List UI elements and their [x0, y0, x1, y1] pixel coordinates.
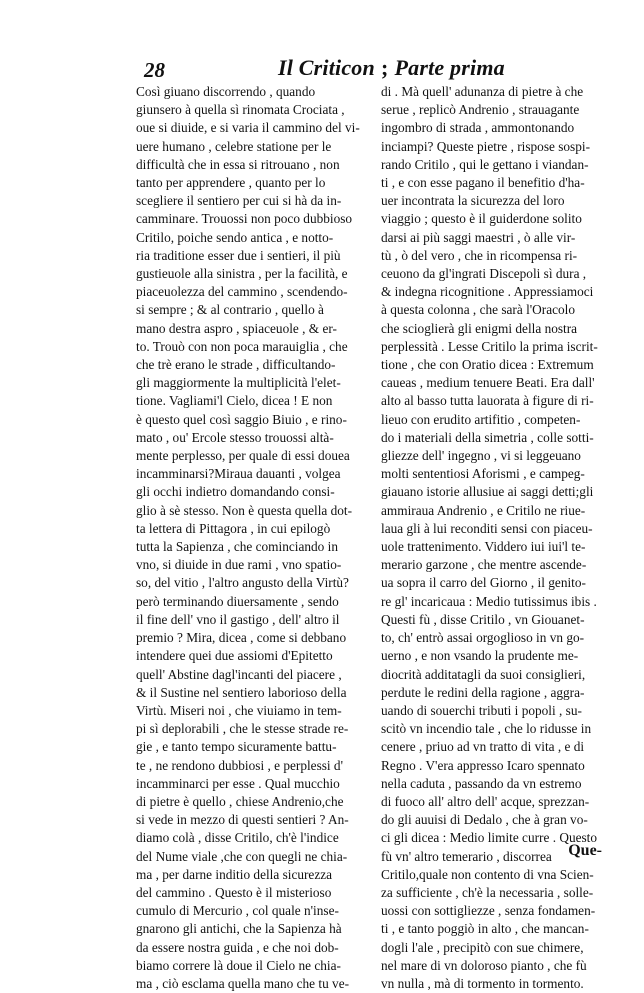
- text-line: gie , e tanto tempo sicuramente battu-: [136, 739, 337, 755]
- catchword: Que-: [568, 842, 602, 859]
- text-line: za sufficiente , ch'è la necessaria , solle-: [381, 884, 594, 900]
- text-line: incamminarci per esse . Qual mucchio: [136, 775, 340, 791]
- text-line: ti , e tanto poggiò in alto , che mancan-: [381, 921, 589, 937]
- text-line: del Nume viale ,che con quegli ne chia-: [136, 848, 348, 864]
- text-line: nella caduta , passando da vn estremo: [381, 775, 582, 791]
- text-line: Regno . V'era appresso Icaro spennato: [381, 757, 585, 773]
- text-line: gli occhi indietro domandando consi-: [136, 484, 335, 500]
- text-line: da essere nostra guida , e che noi dob-: [136, 939, 339, 955]
- text-line: to. Trouò con non poca marauiglia , che: [136, 338, 348, 354]
- text-line: uer incontrata la sicurezza del loro: [381, 193, 565, 209]
- text-line: mato , ou' Ercole stesso trouossi altà-: [136, 429, 334, 445]
- text-line: ta lettera di Pittagora , in cui epilogò: [136, 520, 331, 536]
- text-line: ua sopra il carro del Giorno , il genito-: [381, 575, 586, 591]
- text-line: darsi ai più saggi maestri , ò alle vir-: [381, 229, 576, 245]
- text-line: diamo colà , disse Critilo, ch'è l'indice: [136, 830, 339, 846]
- text-line: Virtù. Miseri noi , che viuiamo in tem-: [136, 702, 342, 718]
- text-line: so, del vitio , l'altro angusto della Virtù?: [136, 575, 349, 591]
- page-number: 28: [144, 58, 165, 82]
- text-line: lieuo con erudito artifitio , competen-: [381, 411, 581, 427]
- text-line: vn nulla , mà di tormento in tormento.: [381, 975, 584, 991]
- text-line: uole trattenimento. Viddero iui iui'l te-: [381, 539, 586, 555]
- text-line: & il Sustine nel sentiero laborioso della: [136, 684, 347, 700]
- left-text-column: [136, 83, 376, 993]
- text-line: tione. Vagliami'l Cielo, dicea ! E non: [136, 393, 333, 409]
- text-line: gustieuole alla sinistra , per la facilità, e: [136, 266, 348, 282]
- text-line: cenere , priuo ad vn tratto di vita , e di: [381, 739, 585, 755]
- text-line: do gli auuisi di Dedalo , che à gran vo-: [381, 812, 588, 828]
- text-line: cumulo di Mercurio , col quale n'inse-: [136, 903, 339, 919]
- text-line: si sempre ; & al contrario , quello à: [136, 302, 324, 318]
- text-line: to, ch' entrò assai orgoglioso in vn go-: [381, 630, 585, 646]
- text-line: molti sententiosi Aforismi , e campeg-: [381, 466, 585, 482]
- text-line: di . Mà quell' adunanza di pietre à che: [381, 84, 584, 99]
- text-line: ingombro di strada , ammontonando: [381, 120, 575, 136]
- text-line: del cammino . Questo è il misterioso: [136, 884, 332, 900]
- text-line: ci gli dicea : Medio limite curre . Questo: [381, 830, 598, 846]
- text-line: si vede in mezzo di questi sentieri ? An-: [136, 812, 349, 828]
- text-line: laua gli à lui reconditi sensi con piaceu-: [381, 520, 593, 536]
- text-line: scitò vn incendio tale , che lo ridusse in: [381, 721, 592, 737]
- text-line: mano destra aspro , spiaceuole , & er-: [136, 320, 337, 336]
- book-title: Il Criticon: [278, 55, 375, 80]
- text-line: perdute le redini della ragione , aggra-: [381, 684, 585, 700]
- text-line: do i materiali della simetria , colle sotti-: [381, 429, 594, 445]
- text-line: gli maggiormente la multiplicità l'elet-: [136, 375, 341, 391]
- text-line: però terminando diuersamente , sendo: [136, 593, 339, 609]
- text-line: dogli l'ale , precipitò con sue chimere,: [381, 939, 584, 955]
- text-line: inciampi? Queste pietre , rispose sospi-: [381, 138, 591, 154]
- text-line: piaceuolezza del cammino , scendendo-: [136, 284, 348, 300]
- text-line: intendere quei due assiomi d'Epitetto: [136, 648, 333, 664]
- text-line: perplessità . Lesse Critilo la prima iscrit-: [381, 338, 598, 354]
- text-line: nel mare di vn doloroso pianto , che fù: [381, 957, 587, 973]
- text-line: tù , ò del vero , che in ricompensa ri-: [381, 247, 578, 263]
- text-line: re gl' incaricaua : Medio tutissimus ibis .: [381, 593, 597, 609]
- text-line: di pietre è quello , chiese Andrenio,che: [136, 793, 344, 809]
- text-line: Critilo, poiche sendo antica , e notto-: [136, 229, 334, 245]
- text-line: gnarono gli antichi, che la Sapienza hà: [136, 921, 342, 937]
- text-line: alto al basso tutta lauorata à figure di ri-: [381, 393, 594, 409]
- text-line: è questo quel così saggio Biuio , e rino-: [136, 411, 347, 427]
- text-line: giunsero à quella sì rinomata Crociata ,: [136, 102, 345, 118]
- text-line: Questi fù , disse Critilo , vn Giouanet-: [381, 611, 585, 627]
- running-head: [278, 55, 505, 81]
- text-line: ria traditione esser due i sentieri, il più: [136, 247, 341, 263]
- text-line: che scioglierà gli enigmi della nostra: [381, 320, 578, 336]
- text-line: merario garzone , che mentre ascende-: [381, 557, 587, 573]
- text-line: Critilo,quale non contento di vna Scien-: [381, 866, 594, 882]
- text-line: camminare. Trouossi non poco dubbioso: [136, 211, 353, 227]
- text-line: gliezze dell' ingegno , vi si leggeuano: [381, 448, 581, 464]
- text-line: pi sì deplorabili , che le stesse strade re-: [136, 721, 349, 737]
- text-line: uere humano , celebre statione per le: [136, 138, 332, 154]
- text-line: uossi con sottigliezze , senza fondamen-: [381, 903, 596, 919]
- text-line: fù vn' altro temerario , discorrea: [381, 848, 552, 864]
- text-line: serue , replicò Andrenio , strauagante: [381, 102, 580, 118]
- text-line: te , ne rendono dubbiosi , e perplessi d': [136, 757, 343, 773]
- text-line: uerno , e non vsando la prudente me-: [381, 648, 579, 664]
- text-line: Così giuano discorrendo , quando: [136, 84, 316, 99]
- text-line: ammiraua Andrenio , e Critilo ne riue-: [381, 502, 586, 518]
- text-line: uando di souerchi tributi i popoli , su-: [381, 702, 582, 718]
- text-line: glio à sè stesso. Non è questa quella dot-: [136, 502, 353, 518]
- part-title: Parte prima: [394, 55, 505, 80]
- text-line: ma , per darne inditio della sicurezza: [136, 866, 333, 882]
- text-line: vno, si diuide in due rami , vno spatio-: [136, 557, 342, 573]
- text-line: giauano istorie allusiue ai saggi detti;gli: [381, 484, 594, 500]
- text-line: tanto per apprendere , quanto per lo: [136, 175, 326, 191]
- text-line: à questa colonna , che sarà l'Oracolo: [381, 302, 576, 318]
- text-line: biamo correre là doue il Cielo ne chia-: [136, 957, 341, 973]
- text-line: difficultà che in essa si ritrouano , non: [136, 156, 340, 172]
- text-line: tutta la Sapienza , che cominciando in: [136, 539, 338, 555]
- text-line: incamminarsi?Miraua dauanti , volgea: [136, 466, 341, 482]
- text-line: di fuoco all' altro dell' acque, sprezzan-: [381, 793, 590, 809]
- text-line: ti , e con esse pagano il benefitio d'ha-: [381, 175, 585, 191]
- text-line: diocrità additatagli da suoi consiglieri,: [381, 666, 586, 682]
- title-separator: ;: [380, 55, 389, 80]
- text-line: premio ? Mira, dicea , come si debbano: [136, 630, 347, 646]
- text-line: & indegna ricognitione . Appressiamoci: [381, 284, 594, 300]
- text-line: quell' Abstine dagl'incanti del piacere ,: [136, 666, 342, 682]
- text-line: viaggio ; questo è il guiderdone solito: [381, 211, 582, 227]
- text-line: ma , ciò esclama quella mano che tu ve-: [136, 975, 350, 991]
- text-line: rando Critilo , qui le gettano i viandan-: [381, 156, 589, 172]
- text-line: tione , che con Oratio dicea : Extremum: [381, 357, 594, 373]
- text-line: oue si diuide, e si varia il cammino del vi-: [136, 120, 360, 136]
- text-line: ceuono da gl'ingrati Discepoli sì dura ,: [381, 266, 587, 282]
- text-line: che trè erano le strade , difficultando-: [136, 357, 336, 373]
- text-line: scegliere il sentiero per cui si hà da in-: [136, 193, 342, 209]
- text-line: il fine dell' vno il gastigo , dell' altro il: [136, 611, 340, 627]
- text-line: caueas , medium tenuere Beati. Era dall': [381, 375, 595, 391]
- text-line: mente perplesso, per quale di essi douea: [136, 448, 350, 464]
